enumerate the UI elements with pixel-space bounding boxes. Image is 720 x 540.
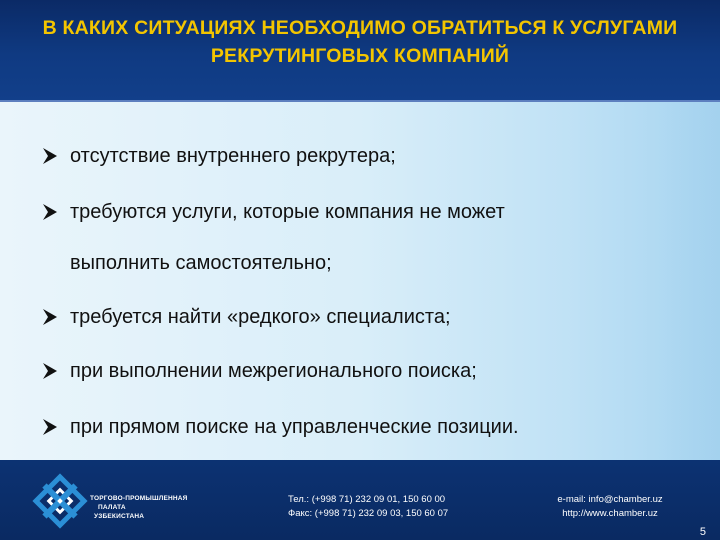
arrow-bullet-icon [40, 415, 60, 439]
fax-number: Факс: (+998 71) 232 09 03, 150 60 07 [288, 508, 449, 519]
slide-footer [0, 460, 720, 540]
bullet-text: при прямом поиске на управленческие позиции. [70, 416, 519, 438]
arrow-bullet-icon [40, 305, 60, 329]
contact-phones [288, 493, 448, 521]
bullet-text: отсутствие внутреннего рекрутера; [70, 145, 396, 167]
org-name-line: ТОРГОВО-ПРОМЫШЛЕННАЯ [90, 495, 188, 502]
bullet-text: выполнить самостоятельно; [70, 252, 332, 274]
bullet-text: требуются услуги, которые компания не может [70, 201, 505, 223]
arrow-bullet-icon [40, 200, 60, 224]
website-link[interactable]: http://www.chamber.uz [562, 508, 658, 519]
page-number: 5 [699, 526, 706, 538]
slide-header [0, 0, 720, 100]
arrow-bullet-icon [40, 359, 60, 383]
email-link[interactable]: e-mail: info@chamber.uz [557, 494, 663, 505]
phone-number: Тел.: (+998 71) 232 09 01, 150 60 00 [288, 494, 446, 505]
bullet-text: при выполнении межрегионального поиска; [70, 360, 477, 382]
org-name-line: ПАЛАТА [98, 504, 126, 511]
chamber-logo-icon [32, 473, 88, 529]
bullet-list [0, 102, 720, 460]
organization-name [90, 494, 188, 521]
slide-title: В КАКИХ СИТУАЦИЯХ НЕОБХОДИМО ОБРАТИТЬСЯ К УСЛУГАМИ РЕКРУТИНГОВЫХ КОМПАНИЙ [42, 17, 678, 67]
bullet-text: требуется найти «редкого» специалиста; [70, 306, 451, 328]
arrow-bullet-icon [40, 144, 60, 168]
content-panel [0, 102, 720, 460]
org-name-line: УЗБЕКИСТАНА [94, 513, 145, 520]
contact-web [540, 493, 680, 521]
